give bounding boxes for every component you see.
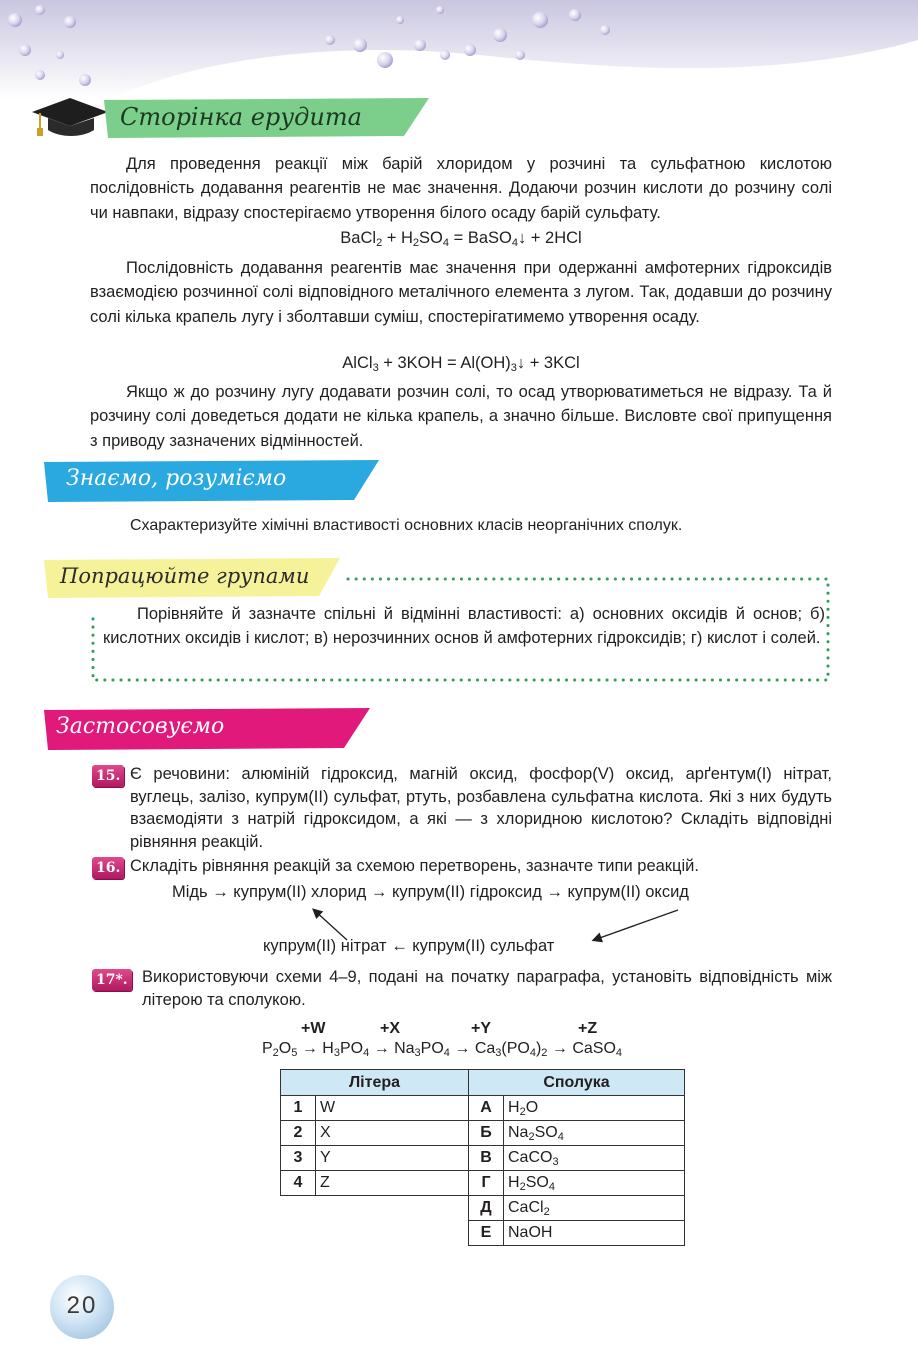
table-row: Д CaCl$_2$ — [281, 1196, 685, 1221]
table-header-row — [281, 1070, 685, 1096]
task-number-badge: 17*. — [92, 969, 132, 991]
equation-alcl3: AlCl$_3$ + $3KOH = Al(OH)_3↓ + 3KCl$ — [342, 354, 580, 374]
table-row: 3 Y В CaCO$_3$ — [281, 1146, 685, 1171]
scheme-16-arrows — [300, 900, 700, 950]
task-16-text: Складіть рівняння реакцій за схемою перетворень, зазначте типи реакцій. — [130, 857, 699, 875]
scheme-16-line-1: Мідь → купрум(II) хлорид → купрум(II) гідроксид → купрум(II) оксид — [172, 883, 689, 901]
header-letter: Літера — [281, 1070, 469, 1096]
bubbles-decoration — [0, 0, 918, 110]
erudite-paragraph-2: Послідовність додавання реагентів має значення при одержанні амфотерних гідроксидів взаємодією розчинної солі відповідного металічного елемента з лугом. Так, додавши до розчину солі кілька крапель лугу і зболтавши суміш, спостерігатимемо утворення осаду. — [90, 259, 832, 326]
scheme-17-chain: $P_2O_5 \to H_3PO_4 \to Na_3PO_4 \to Ca_3(PO_4)_2$ → CaSO$_4$ — [262, 1040, 623, 1059]
erudite-paragraph-3: Якщо ж до розчину лугу додавати розчин солі, то осад утворюватиметься не відразу. Та й розчину солі доведеться додати не кілька крапель, а значно більше. Висловте свої припущення з приводу зазначених відмінностей. — [90, 383, 832, 450]
table-row: Е NaOH — [281, 1221, 685, 1246]
scheme-16-line-2: купрум(II) нітрат ← купрум(II) сульфат — [263, 937, 555, 955]
table-row: 4 Z Г $H_2SO_4$ — [281, 1171, 685, 1196]
groups-text: Порівняйте й зазначте спільні й відмінні властивості: а) основних оксидів й основ; б) кислотних оксидів і кислот; в) нерозчинних основ й амфотерних гідроксидів; г) кислот і солей. — [103, 605, 825, 647]
task-number-badge: 15. — [92, 765, 124, 787]
table-row: 1 W А $H_2O$ — [281, 1096, 685, 1121]
equation-bacl2: BaCl$_2$ + $H_2SO_4$ = BaSO$_4$↓ + 2HCl — [340, 229, 582, 249]
table-row: 2 X Б $Na_2SO_4$ — [281, 1121, 685, 1146]
matching-table — [280, 1069, 685, 1246]
erudite-paragraph-1: Для проведення реакції між барій хлоридом у розчині та сульфатною кислотою послідовність додавання реагентів не має значення. Додаючи розчин кислоти до розчину солі чи навпаки, відразу спостерігаємо утворення білого осаду барій сульфату. — [90, 155, 832, 222]
header-compound: Сполука — [469, 1070, 685, 1096]
erudite-title: Сторінка ерудита — [120, 103, 362, 131]
know-text: Схарактеризуйте хімічні властивості основних класів неорганічних сполук. — [130, 517, 683, 534]
scheme-17-reagents: +W +X +Y +Z — [301, 1020, 598, 1037]
task-number-badge: 16. — [92, 857, 124, 879]
groups-title: Попрацюйте групами — [60, 564, 310, 588]
page-number: 20 — [50, 1275, 114, 1339]
know-title: Знаємо, розуміємо — [66, 466, 287, 491]
apply-title: Застосовуємо — [56, 714, 225, 739]
task-15-text: Є речовини: алюміній гідроксид, магній оксид, фосфор(V) оксид, арґентум(I) нітрат, вуглець, залізо, купрум(II) сульфат, ртуть, розбавлена сульфатна кислота. Які з них будуть взаємодіяти з натрій гідроксидом, а які — з хлоридною кислотою? Складіть відповідні рівняння реакцій. — [130, 765, 832, 851]
task-17-text: Використовуючи схеми 4–9, подані на початку параграфа, установіть відповідність між літерою та сполукою. — [142, 968, 832, 1009]
